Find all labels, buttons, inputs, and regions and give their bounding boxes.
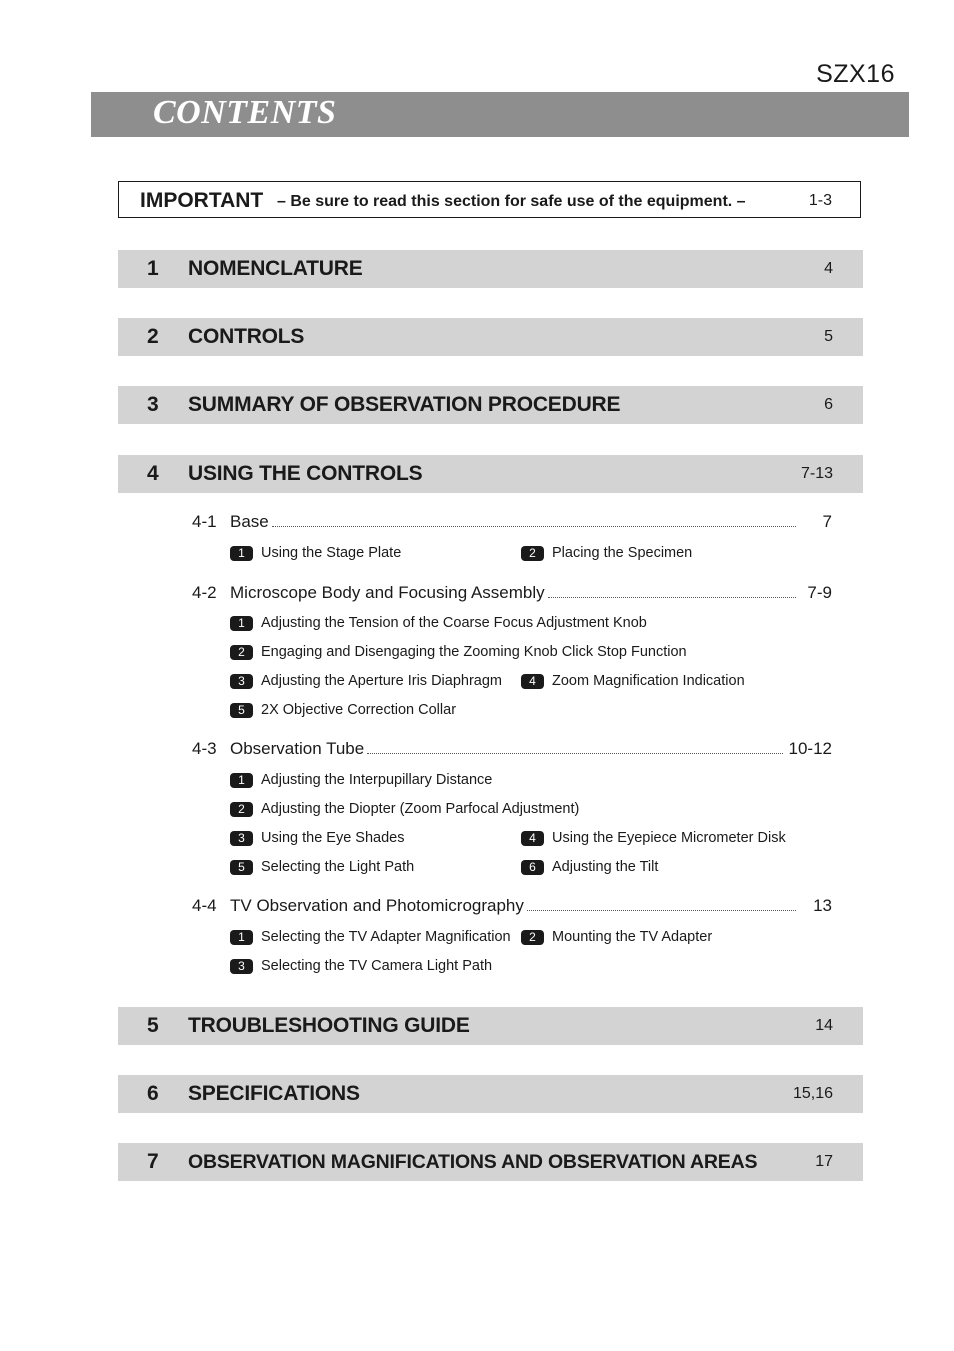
important-entry[interactable]	[118, 181, 861, 218]
topic-item[interactable]	[230, 958, 492, 974]
subsection-title: Base	[230, 512, 269, 531]
topic-number-badge: 1	[230, 773, 253, 788]
topic-item[interactable]	[230, 644, 687, 660]
topic-text: Engaging and Disengaging the Zooming Knob Click Stop Function	[261, 644, 687, 660]
section-title: CONTROLS	[188, 325, 305, 348]
subsection-title: TV Observation and Photomicrography	[230, 896, 524, 915]
section-number: 6	[147, 1082, 159, 1105]
topic-text: Adjusting the Tilt	[552, 859, 659, 875]
subsection-number: 4-4	[192, 896, 217, 915]
topic-item[interactable]	[230, 801, 579, 817]
important-label: IMPORTANT	[140, 189, 264, 212]
topic-item[interactable]	[521, 830, 786, 846]
section-page: 7-13	[800, 465, 833, 482]
subsection-title: Microscope Body and Focusing Assembly	[230, 583, 545, 602]
dot-leader	[527, 909, 796, 911]
section-entry-4[interactable]	[118, 455, 863, 493]
topic-text: Using the Eye Shades	[261, 830, 405, 846]
section-page: 4	[824, 260, 833, 277]
section-entry-6[interactable]	[118, 1075, 863, 1113]
topic-text: Using the Eyepiece Micrometer Disk	[552, 830, 786, 846]
subsection-number: 4-3	[192, 739, 217, 758]
topic-item[interactable]	[521, 859, 658, 875]
topic-text: Selecting the TV Adapter Magnification	[261, 929, 511, 945]
topic-number-badge: 5	[230, 703, 253, 718]
topic-number-badge: 2	[230, 802, 253, 817]
section-number: 7	[147, 1150, 159, 1173]
section-page: 6	[824, 396, 833, 413]
topic-number-badge: 1	[230, 930, 253, 945]
topic-item[interactable]	[521, 545, 692, 561]
topic-item[interactable]	[230, 702, 456, 718]
contents-header-bar	[91, 92, 909, 137]
section-entry-1[interactable]	[118, 250, 863, 288]
topic-number-badge: 6	[521, 860, 544, 875]
section-page: 15,16	[792, 1085, 833, 1102]
dot-leader	[548, 596, 796, 598]
topic-number-badge: 1	[230, 546, 253, 561]
subsection-page: 13	[813, 896, 832, 915]
subsection-entry-4-4[interactable]	[192, 894, 832, 916]
section-title: SUMMARY OF OBSERVATION PROCEDURE	[188, 393, 621, 416]
section-entry-5[interactable]	[118, 1007, 863, 1045]
section-title: NOMENCLATURE	[188, 257, 363, 280]
topic-text: Mounting the TV Adapter	[552, 929, 713, 945]
section-page: 14	[815, 1017, 833, 1034]
section-title: SPECIFICATIONS	[188, 1082, 360, 1105]
section-number: 4	[147, 462, 159, 485]
dot-leader	[272, 525, 796, 527]
section-title: TROUBLESHOOTING GUIDE	[188, 1014, 470, 1037]
topic-item[interactable]	[230, 859, 414, 875]
topic-text: Selecting the TV Camera Light Path	[261, 958, 493, 974]
topic-text: Adjusting the Diopter (Zoom Parfocal Adjustment)	[261, 801, 580, 817]
topic-number-badge: 2	[230, 645, 253, 660]
model-name: SZX16	[816, 60, 895, 88]
topic-text: Adjusting the Interpupillary Distance	[261, 772, 493, 788]
topic-number-badge: 3	[230, 959, 253, 974]
section-entry-7[interactable]	[118, 1143, 863, 1181]
topic-number-badge: 2	[521, 930, 544, 945]
topic-number-badge: 5	[230, 860, 253, 875]
subsection-page: 10-12	[788, 739, 832, 758]
topic-text: Zoom Magnification Indication	[552, 673, 745, 689]
subsection-entry-4-3[interactable]	[192, 737, 832, 759]
topic-item[interactable]	[230, 772, 492, 788]
topic-text: 2X Objective Correction Collar	[261, 702, 457, 718]
topic-text: Adjusting the Aperture Iris Diaphragm	[261, 673, 502, 689]
section-number: 1	[147, 257, 159, 280]
section-number: 2	[147, 325, 159, 348]
subsection-entry-4-2[interactable]	[192, 581, 832, 603]
topic-item[interactable]	[230, 830, 404, 846]
subsection-entry-4-1[interactable]	[192, 510, 832, 532]
topic-item[interactable]	[230, 673, 502, 689]
page-title: CONTENTS	[153, 94, 337, 131]
important-note: – Be sure to read this section for safe use of the equipment. –	[277, 193, 746, 210]
section-title: USING THE CONTROLS	[188, 462, 423, 485]
section-number: 3	[147, 393, 159, 416]
topic-number-badge: 4	[521, 831, 544, 846]
section-entry-3[interactable]	[118, 386, 863, 424]
topic-number-badge: 1	[230, 616, 253, 631]
topic-number-badge: 3	[230, 674, 253, 689]
topic-item[interactable]	[230, 545, 401, 561]
topic-text: Placing the Specimen	[552, 545, 693, 561]
topic-number-badge: 4	[521, 674, 544, 689]
subsection-number: 4-2	[192, 583, 217, 602]
topic-text: Using the Stage Plate	[261, 545, 402, 561]
subsection-page: 7-9	[807, 583, 832, 602]
topic-text: Adjusting the Tension of the Coarse Focus Adjustment Knob	[261, 615, 647, 631]
topic-item[interactable]	[230, 615, 647, 631]
topic-item[interactable]	[230, 929, 511, 945]
topic-text: Selecting the Light Path	[261, 859, 415, 875]
section-page: 5	[824, 328, 833, 345]
subsection-page: 7	[822, 512, 832, 531]
topic-number-badge: 2	[521, 546, 544, 561]
section-title: OBSERVATION MAGNIFICATIONS AND OBSERVATION AREAS	[188, 1151, 758, 1173]
topic-item[interactable]	[521, 673, 745, 689]
subsection-number: 4-1	[192, 512, 217, 531]
section-number: 5	[147, 1014, 159, 1037]
important-page: 1-3	[808, 192, 832, 209]
dot-leader	[367, 752, 782, 754]
section-entry-2[interactable]	[118, 318, 863, 356]
subsection-title: Observation Tube	[230, 739, 365, 758]
section-page: 17	[815, 1153, 833, 1170]
topic-item[interactable]	[521, 929, 712, 945]
topic-number-badge: 3	[230, 831, 253, 846]
